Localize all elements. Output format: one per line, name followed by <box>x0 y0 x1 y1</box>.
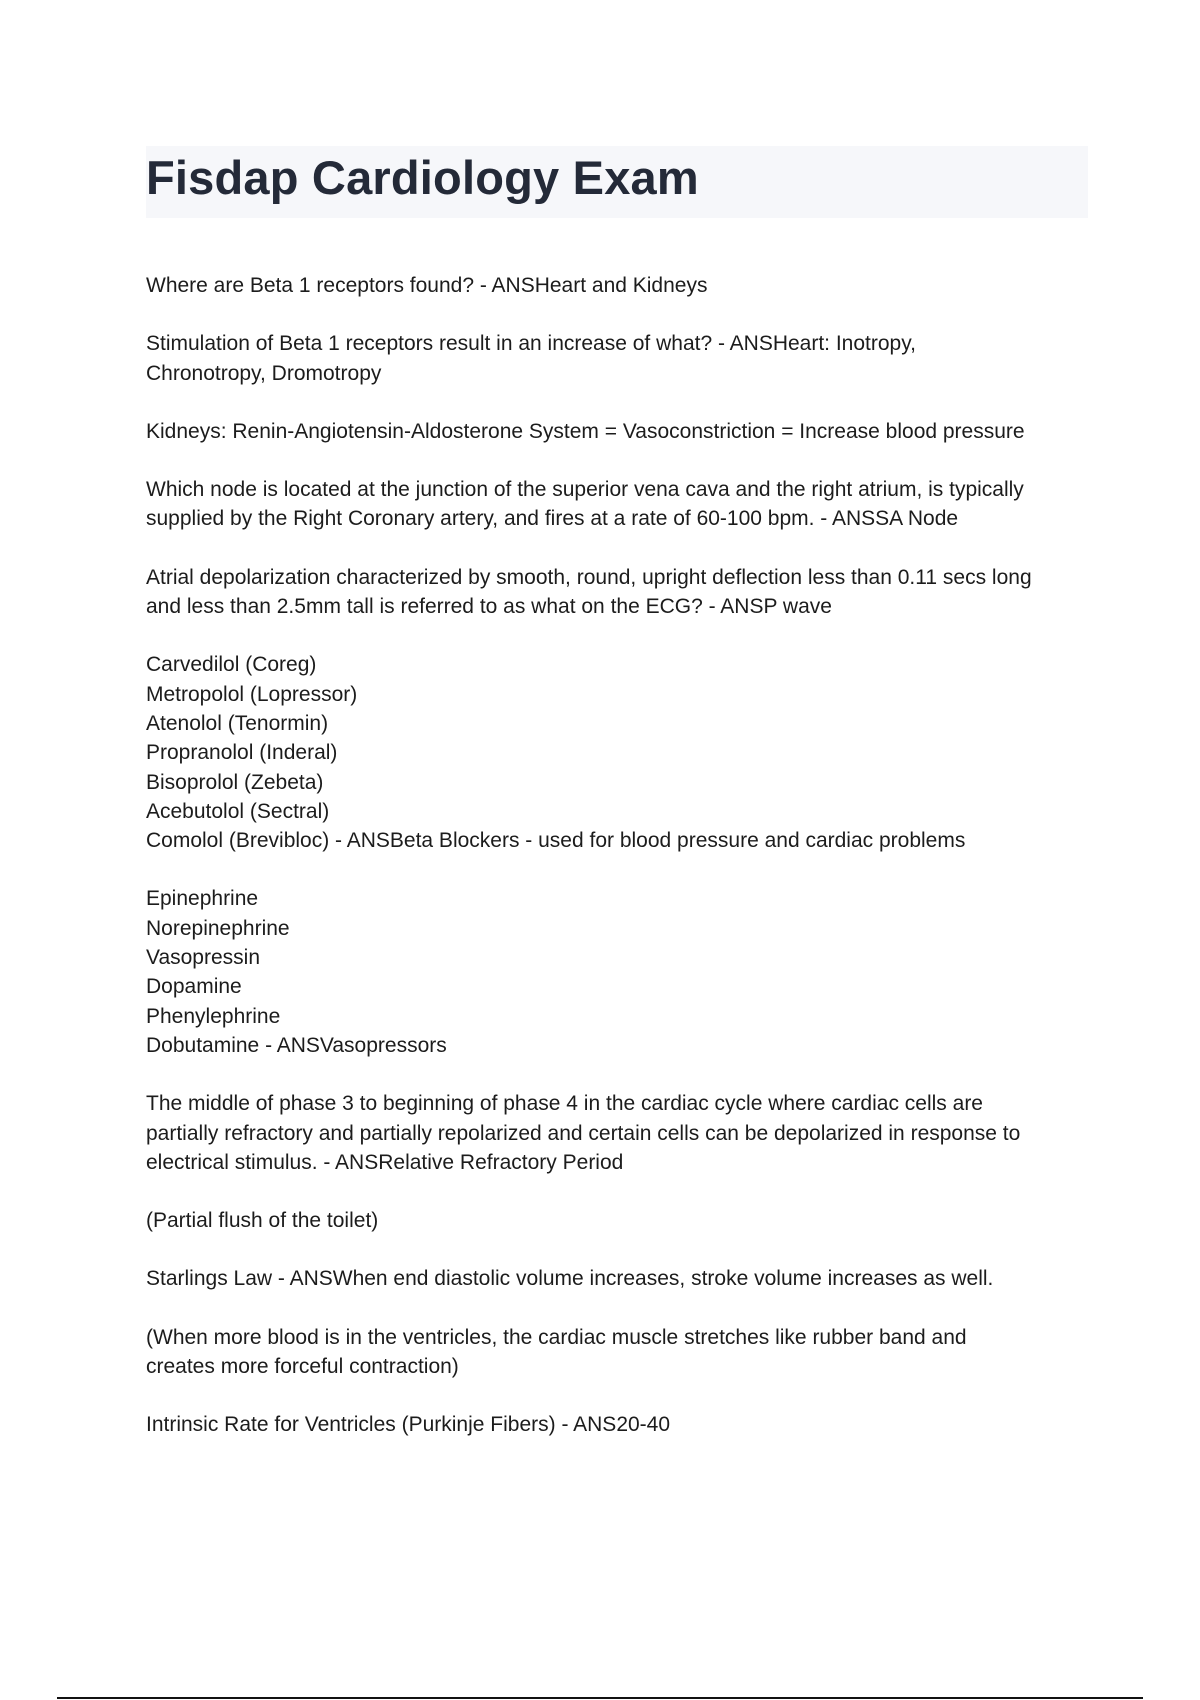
qa-paragraph: Intrinsic Rate for Ventricles (Purkinje Fibers) - ANS20-40 <box>146 1413 671 1437</box>
qa-paragraph: Kidneys: Renin-Angiotensin-Aldosterone System = Vasoconstriction = Increase blood pressure <box>146 419 1025 443</box>
footer-divider <box>57 1697 1143 1699</box>
qa-paragraph: Starlings Law - ANSWhen end diastolic volume increases, stroke volume increases as well. <box>146 1267 994 1291</box>
page-title: Fisdap Cardiology Exam <box>146 151 699 204</box>
qa-paragraph: The middle of phase 3 to beginning of phase 4 in the cardiac cycle where cardiac cells are partially refractory and partially repolarized and certain cells can be depolarized in response to electrical stimulus. - ANSRelative Refractory Period <box>146 1092 1021 1174</box>
qa-paragraph: (Partial flush of the toilet) <box>146 1209 379 1233</box>
qa-paragraph: Where are Beta 1 receptors found? - ANSHeart and Kidneys <box>146 274 708 297</box>
qa-paragraph: Stimulation of Beta 1 receptors result in an increase of what? - ANSHeart: Inotropy, Chronotropy, Dromotropy <box>146 332 916 385</box>
title-banner <box>146 146 1088 218</box>
qa-paragraph: (When more blood is in the ventricles, the cardiac muscle stretches like rubber band and creates more forceful contraction) <box>146 1325 967 1379</box>
qa-paragraph: Atrial depolarization characterized by smooth, round, upright deflection less than 0.11 secs long and less than 2.5mm tall is referred to as what on the ECG? - ANSP wave <box>146 565 1032 619</box>
document-body <box>146 271 1096 1469</box>
qa-paragraph: Epinephrine Norepinephrine Vasopressin Dopamine Phenylephrine Dobutamine - ANSVasopressors <box>146 887 447 1057</box>
qa-paragraph: Which node is located at the junction of the superior vena cava and the right atrium, is typically supplied by the Right Coronary artery, and fires at a rate of 60-100 bpm. - ANSSA Node <box>146 478 1024 531</box>
qa-paragraph: Carvedilol (Coreg) Metropolol (Lopressor) Atenolol (Tenormin) Propranolol (Inderal) Bisoprolol (Zebeta) Acebutolol (Sectral) Comolol (Brevibloc) - ANSBeta Blockers - used for blood pressure and cardiac problems <box>146 653 966 853</box>
